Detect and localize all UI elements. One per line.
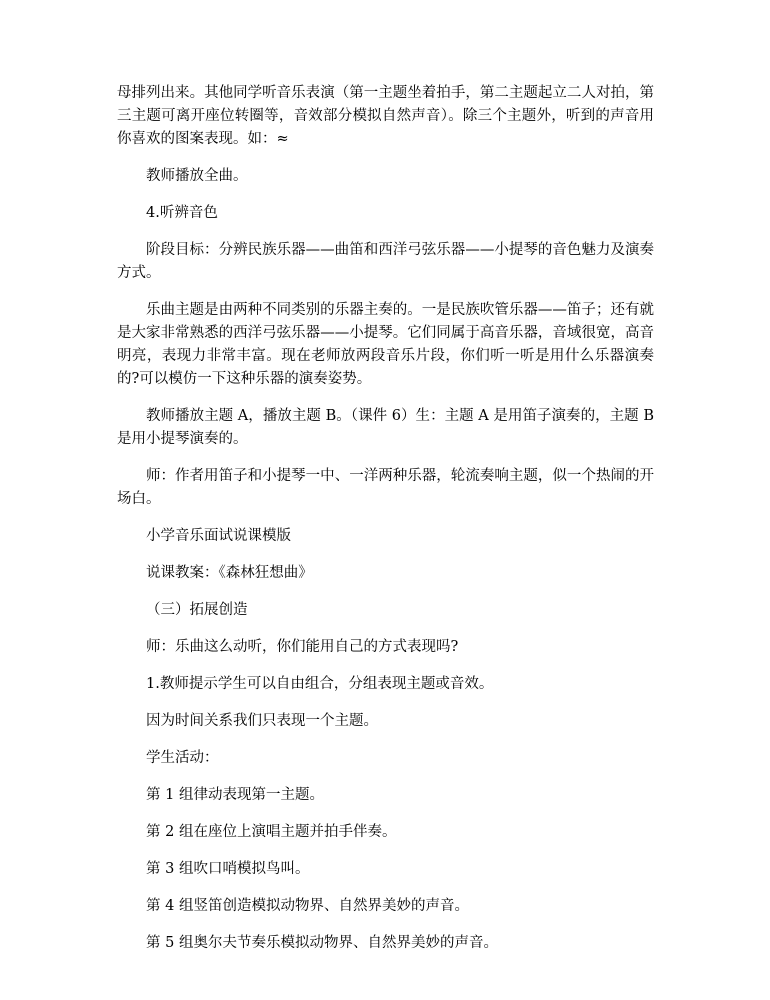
list-item-group-4: 第 4 组竖笛创造模拟动物界、自然界美妙的声音。: [146, 898, 469, 914]
paragraph-time-limit: 因为时间关系我们只表现一个主题。: [146, 713, 378, 729]
lesson-plan-title: 说课教案：《森林狂想曲》: [146, 565, 313, 581]
heading-student-activities: 学生活动：: [146, 750, 219, 766]
list-item-group-3: 第 3 组吹口哨模拟鸟叫。: [146, 861, 310, 877]
heading-listen-timbre: 4.听辨音色: [146, 205, 218, 221]
paragraph-stage-goal: 阶段目标：分辨民族乐器——曲笛和西洋弓弦乐器——小提琴的音色魅力及演奏方式。: [117, 242, 654, 281]
paragraph-grouping-hint: 1.教师提示学生可以自由组合，分组表现主题或音效。: [146, 676, 494, 692]
section-title-template: 小学音乐面试说课模版: [146, 528, 291, 544]
paragraph-instrument-introduction: 乐曲主题是由两种不同类别的乐器主奏的。一是民族吹管乐器——笛子；还有就是大家非常熟悉的西洋弓弦乐器——小提琴。它们同属于高音乐器，音域很宽，高音明亮，表现力非常丰富。现在老师放两段音乐片段，你们听一听是用什么乐器演奏的?可以模仿一下这种乐器的演奏姿势。: [117, 302, 654, 387]
paragraph-teacher-plays-full-piece: 教师播放全曲。: [146, 168, 248, 184]
list-item-group-2: 第 2 组在座位上演唱主题并拍手伴奏。: [146, 824, 397, 840]
heading-extension-creation: （三）拓展创造: [146, 602, 248, 618]
paragraph-theme-playback: 教师播放主题 A，播放主题 B。（课件 6）生：主题 A 是用笛子演奏的，主题 B 是用小提琴演奏的。: [117, 408, 654, 447]
paragraph-teacher-summary: 师：作者用笛子和小提琴一中、一洋两种乐器，轮流奏响主题，似一个热闹的开场白。: [117, 468, 654, 507]
list-item-group-1: 第 1 组律动表现第一主题。: [146, 787, 324, 803]
list-item-group-5: 第 5 组奥尔夫节奏乐模拟动物界、自然界美妙的声音。: [146, 935, 498, 951]
paragraph-teacher-question: 师：乐曲这么动听，你们能用自己的方式表现吗?: [146, 639, 459, 655]
paragraph-performance-instructions: 母排列出来。其他同学听音乐表演（第一主题坐着拍手，第二主题起立二人对拍，第三主题可离开座位转圈等，音效部分模拟自然声音）。除三个主题外，听到的声音用你喜欢的图案表现。如：≈: [117, 85, 654, 147]
